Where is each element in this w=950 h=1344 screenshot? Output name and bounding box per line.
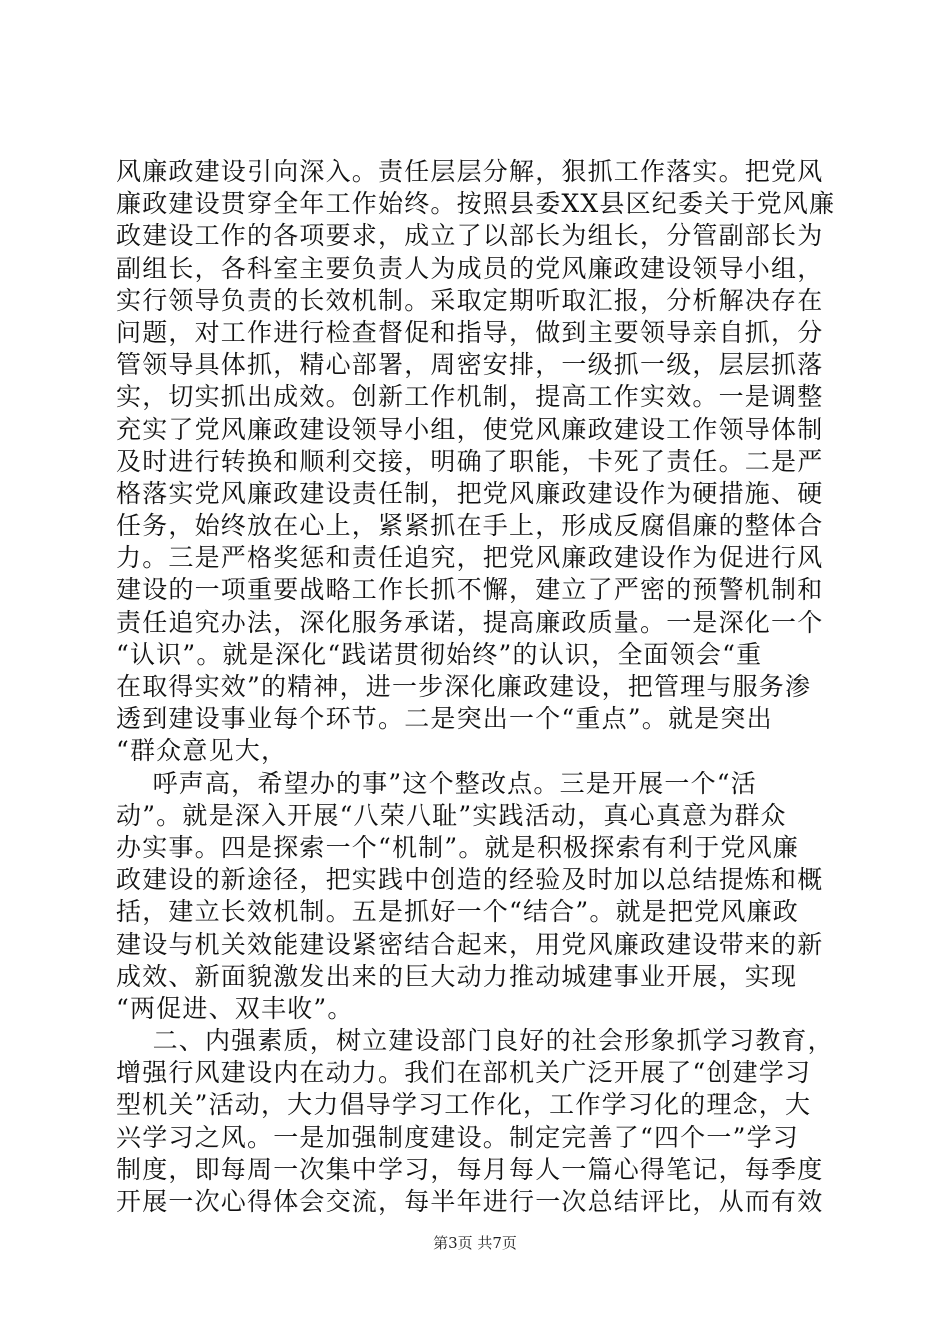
text-line: 廉政建设贯穿全年工作始终。按照县委XX县区纪委关于党风廉 <box>116 189 836 219</box>
text-line: 充实了党风廉政建设领导小组，使党风廉政建设工作领导体制 <box>116 414 824 444</box>
text-line: 及时进行转换和顺利交接，明确了职能，卡死了责任。二是严 <box>116 446 824 476</box>
text-line: 副组长，各科室主要负责人为成员的党风廉政建设领导小组， <box>116 253 824 283</box>
text-line: 在取得实效”的精神，进一步深化廉政建设，把管理与服务渗 <box>116 672 812 701</box>
text-line: 增强行风建设内在动力。我们在部机关广泛开展了“创建学习 <box>116 1058 812 1088</box>
text-line: 兴学习之风。一是加强制度建设。制定完善了“四个一”学习 <box>116 1122 799 1152</box>
text-line: 力。三是严格奖惩和责任追究，把党风廉政建设作为促进行风 <box>116 543 824 573</box>
text-line: 动”。就是深入开展“八荣八耻”实践活动，真心真意为群众 <box>116 800 787 830</box>
text-line: 实，切实抓出成效。创新工作机制，提高工作实效。一是调整 <box>116 382 824 412</box>
text-line: 成效、新面貌激发出来的巨大动力推动城建事业开展，实现 <box>116 961 798 991</box>
text-line: 管领导具体抓，精心部署，周密安排，一级抓一级，层层抓落 <box>116 350 824 380</box>
text-line: “认识”。就是深化“践诺贯彻始终”的认识，全面领会“重 <box>116 639 763 669</box>
text-line: 括，建立长效机制。五是抓好一个“结合”。就是把党风廉政 <box>116 897 799 927</box>
text-line: 办实事。四是探索一个“机制”。就是积极探索有利于党风廉 <box>116 832 799 862</box>
text-line: 制度，即每周一次集中学习，每月每人一篇心得笔记，每季度 <box>116 1154 824 1184</box>
text-line: 建设的一项重要战略工作长抓不懈，建立了严密的预警机制和 <box>116 575 824 605</box>
text-line: 格落实党风廉政建设责任制，把党风廉政建设作为硬措施、硬 <box>116 478 824 508</box>
text-line: 透到建设事业每个环节。二是突出一个“重点”。就是突出 <box>116 704 773 734</box>
text-line: 开展一次心得体会交流，每半年进行一次总结评比，从而有效 <box>116 1187 824 1216</box>
text-line: 风廉政建设引向深入。责任层层分解，狠抓工作落实。把党风 <box>116 157 824 186</box>
text-line: 问题，对工作进行检查督促和指导，做到主要领导亲自抓，分 <box>116 317 824 347</box>
body-text <box>116 156 836 1218</box>
text-line: 实行领导负责的长效机制。采取定期听取汇报，分析解决存在 <box>116 285 824 315</box>
text-line: 任务，始终放在心上，紧紧抓在手上，形成反腐倡廉的整体合 <box>116 511 824 541</box>
text-line: 二、内强素质，树立建设部门良好的社会形象抓学习教育， <box>116 1026 834 1056</box>
text-line: “群众意见大， <box>116 736 288 766</box>
text-line: 型机关”活动，大力倡导学习工作化，工作学习化的理念，大 <box>116 1090 812 1120</box>
text-line: 责任追究办法，深化服务承诺，提高廉政质量。一是深化一个 <box>116 607 824 637</box>
text-line: 呼声高，希望办的事”这个整改点。三是开展一个“活 <box>116 768 757 798</box>
text-line: “两促进、双丰收”。 <box>116 993 354 1023</box>
text-line: 建设与机关效能建设紧密结合起来，用党风廉政建设带来的新 <box>116 929 824 959</box>
text-line: 政建设的新途径，把实践中创造的经验及时加以总结提炼和概 <box>116 865 824 895</box>
page-footer: 第3页 共7页 <box>433 1234 517 1252</box>
text-line: 政建设工作的各项要求，成立了以部长为组长，分管副部长为 <box>116 221 824 251</box>
